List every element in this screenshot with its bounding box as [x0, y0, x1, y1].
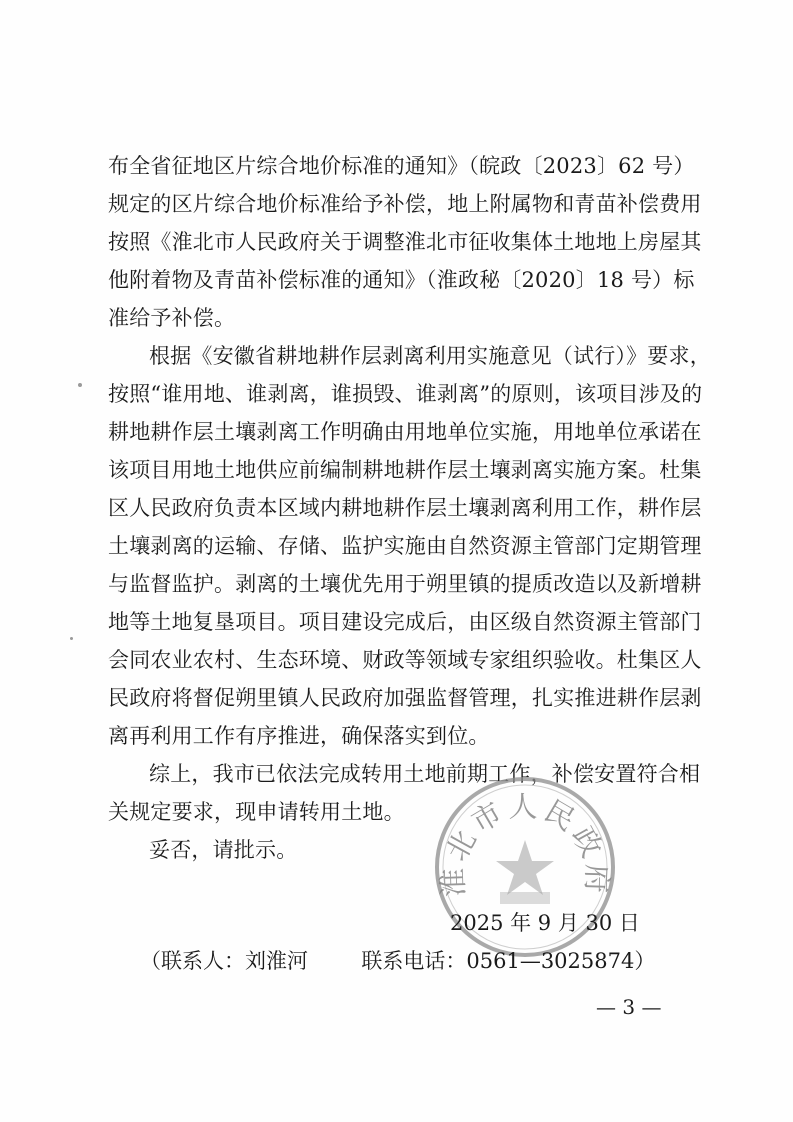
body-line: 民政府将督促朔里镇人民政府加强监督管理，扎实推进耕作层剥 [108, 686, 702, 710]
body-line: 根据《安徽省耕地耕作层剥离利用实施意见（试行）》要求， [149, 344, 711, 368]
body-line: 规定的区片综合地价标准给予补偿，地上附属物和青苗补偿费用 [108, 192, 702, 216]
seal-text: 淮北市人民政府 [435, 789, 615, 898]
body-line: 按照“谁用地、谁剥离，谁损毁、谁剥离”的原则，该项目涉及的 [108, 382, 703, 406]
body-line: 综上，我市已依法完成转用土地前期工作，补偿安置符合相 [149, 762, 701, 786]
contact-info [140, 947, 655, 975]
body-line: 与监督监护。剥离的土壤优先用于朔里镇的提质改造以及新增耕 [108, 572, 702, 596]
scan-mark [70, 637, 73, 640]
page-number: — 3 — [596, 995, 662, 1019]
body-line: 按照《淮北市人民政府关于调整淮北市征收集体土地地上房屋其 [108, 230, 702, 254]
body-line: 地等土地复垦项目。项目建设完成后，由区级自然资源主管部门 [108, 610, 702, 634]
body-line: 布全省征地区片综合地价标准的通知》（皖政〔2023〕62 号） [108, 154, 695, 178]
scan-mark [78, 383, 82, 387]
document-date: 2025 年 9 月 30 日 [450, 911, 640, 935]
seal-star [496, 840, 554, 895]
seal-base [500, 892, 550, 904]
body-line: 该项目用地土地供应前编制耕地耕作层土壤剥离实施方案。杜集 [108, 458, 702, 482]
body-line: 区人民政府负责本区域内耕地耕作层土壤剥离利用工作，耕作层 [108, 496, 702, 520]
body-line: 会同农业农村、生态环境、财政等领域专家组织验收。杜集区人 [108, 648, 702, 672]
contact-person: （联系人：刘淮河 [140, 949, 308, 973]
body-line: 妥否，请批示。 [149, 838, 298, 862]
body-line: 关规定要求，现申请转用土地。 [108, 800, 405, 824]
body-line: 准给予补偿。 [108, 306, 236, 330]
contact-phone: 联系电话：0561—3025874） [361, 949, 656, 973]
body-line: 土壤剥离的运输、存储、监护实施由自然资源主管部门定期管理 [108, 534, 702, 558]
body-line: 耕地耕作层土壤剥离工作明确由用地单位实施，用地单位承诺在 [108, 420, 702, 444]
body-line: 离再利用工作有序推进，确保落实到位。 [108, 724, 490, 748]
body-line: 他附着物及青苗补偿标准的通知》（淮政秘〔2020〕18 号）标 [108, 268, 695, 292]
